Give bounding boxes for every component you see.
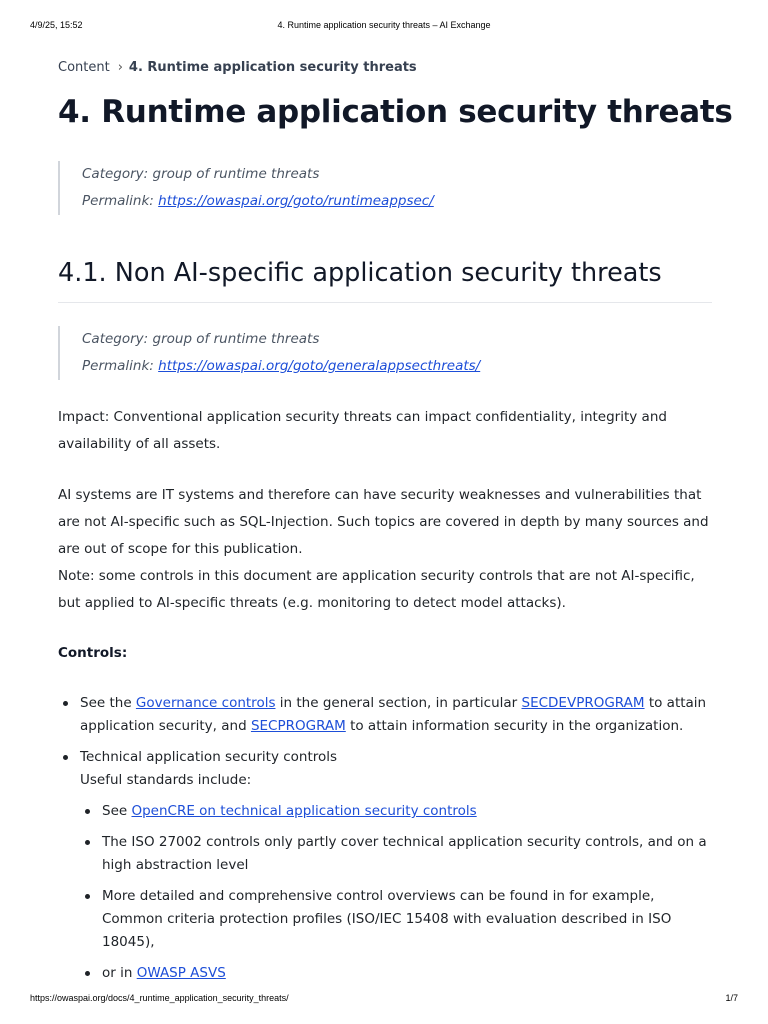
controls-heading: Controls:	[58, 645, 128, 661]
print-footer	[30, 993, 738, 1005]
intro-permalink-link[interactable]: https://owaspai.org/goto/runtimeappsec/	[158, 193, 434, 209]
intro-blockquote	[58, 161, 698, 215]
list-text: See the	[80, 695, 136, 711]
section-4-1-title: 4.1. Non AI-specific application security threats	[58, 258, 662, 288]
ai-systems-paragraph: AI systems are IT systems and therefore can have security weaknesses and vulnerabilities that are not AI-specific such as SQL-Injection. Such topics are covered in depth by many sources and are out of scope for this publication.	[58, 487, 709, 557]
page-title: 4. Runtime application security threats	[58, 94, 733, 130]
list-text: to attain information security in the organization.	[345, 718, 684, 734]
breadcrumb-current: 4. Runtime application security threats	[128, 60, 417, 75]
standards-sublist	[80, 800, 712, 985]
chevron-right-icon: ›	[117, 60, 123, 75]
list-text: Technical application security controls	[80, 749, 338, 765]
intro-category: Category: group of runtime threats	[82, 166, 320, 182]
print-url: https://owaspai.org/docs/4_runtime_application_security_threats/	[30, 993, 289, 1003]
permalink-label: Permalink:	[82, 193, 159, 209]
list-item	[80, 962, 712, 985]
breadcrumb-root-link[interactable]: Content	[58, 60, 110, 75]
list-item	[58, 746, 712, 985]
note-paragraph: Note: some controls in this document are application security controls that are not AI-specific, but applied to AI-specific threats (e.g. monitoring to detect model attacks).	[58, 568, 695, 611]
list-item	[58, 692, 712, 738]
list-text: See	[102, 803, 132, 819]
governance-controls-link[interactable]: Governance controls	[135, 695, 276, 711]
ai-systems-block	[58, 482, 712, 617]
list-text: or in	[102, 965, 137, 981]
opencre-link[interactable]: OpenCRE on technical application security controls	[131, 803, 477, 819]
section-blockquote	[58, 326, 698, 380]
permalink-label: Permalink:	[82, 358, 159, 374]
owasp-asvs-link[interactable]: OWASP ASVS	[136, 965, 226, 981]
section-divider	[58, 302, 712, 303]
print-doc-title: 4. Runtime application security threats – AI Exchange	[277, 20, 491, 30]
list-text: in the general section, in particular	[275, 695, 522, 711]
print-page-number: 1/7	[725, 993, 738, 1003]
breadcrumb	[58, 60, 417, 75]
list-item: The ISO 27002 controls only partly cover technical application security controls, and on a high abstraction level	[80, 831, 712, 877]
intro-permalink	[82, 188, 698, 215]
list-text: to attain application security, and	[80, 695, 707, 734]
print-datetime: 4/9/25, 15:52	[30, 20, 83, 30]
secdevprogram-link[interactable]: SECDEVPROGRAM	[521, 695, 645, 711]
section-permalink-link[interactable]: https://owaspai.org/goto/generalappsecthreats/	[158, 358, 481, 374]
list-text: Useful standards include:	[80, 772, 252, 788]
secprogram-link[interactable]: SECPROGRAM	[250, 718, 346, 734]
print-header	[30, 20, 738, 32]
list-item: More detailed and comprehensive control overviews can be found in for example, Common criteria protection profiles (ISO/IEC 15408 with evaluation described in ISO 18045),	[80, 885, 712, 954]
section-permalink	[82, 353, 698, 380]
list-item	[80, 800, 712, 823]
impact-paragraph: Impact: Conventional application security threats can impact confidentiality, integrity and availability of all assets.	[58, 409, 667, 452]
section-category: Category: group of runtime threats	[82, 331, 320, 347]
controls-list	[58, 692, 712, 993]
